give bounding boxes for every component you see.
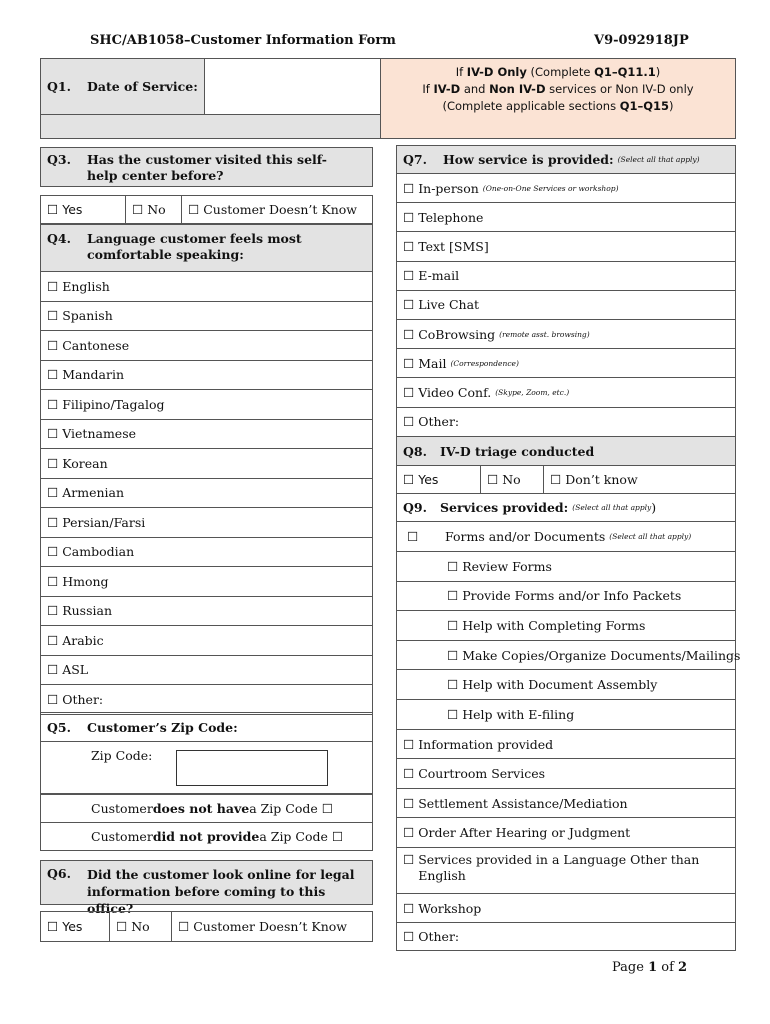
option-label: Mandarin	[62, 367, 124, 383]
checkbox-icon[interactable]: ☐	[447, 706, 459, 722]
q7-option-6[interactable]	[396, 348, 736, 378]
checkbox-icon[interactable]: ☐	[47, 544, 59, 560]
checkbox-icon[interactable]: ☐	[47, 426, 59, 442]
q5-label: Customer’s Zip Code:	[87, 719, 238, 735]
option-label: Hmong	[62, 573, 109, 589]
date-of-service-field[interactable]	[204, 58, 381, 115]
q1-label: Date of Service:	[87, 79, 198, 94]
option-label: Live Chat	[418, 297, 480, 313]
checkbox-icon[interactable]: ☐	[447, 647, 459, 663]
q9-forms-sub-option-3[interactable]	[396, 640, 741, 671]
q3-yes-checkbox[interactable]: ☐ Yes	[40, 195, 126, 224]
option-note: (Skype, Zoom, etc.)	[495, 387, 570, 397]
checkbox-icon[interactable]: ☐	[47, 603, 59, 619]
checkbox-icon[interactable]: ☐	[447, 677, 459, 693]
option-label: Review Forms	[462, 558, 552, 574]
checkbox-icon[interactable]: ☐	[403, 238, 415, 254]
option-label: Cantonese	[62, 337, 130, 353]
option-label: Help with E-filing	[462, 706, 575, 722]
q4-number: Q4.	[47, 231, 71, 246]
checkbox-icon[interactable]: ☐	[403, 852, 415, 867]
q6-number: Q6.	[47, 866, 71, 881]
option-label: Other:	[418, 929, 460, 944]
q9-forms-sub-option-4[interactable]	[396, 669, 736, 700]
checkbox-icon[interactable]: ☐	[403, 736, 415, 752]
option-label: Workshop	[418, 900, 482, 916]
option-note: (Correspondence)	[450, 358, 519, 368]
checkbox-icon[interactable]: ☐	[47, 278, 59, 294]
option-label: Filipino/Tagalog	[62, 396, 165, 412]
q7-number: Q7.	[403, 152, 427, 167]
q5-header	[40, 712, 373, 742]
forms-label: Forms and/or Documents	[445, 529, 606, 544]
form-title: SHC/AB1058–Customer Information Form	[90, 33, 396, 48]
q6-no-checkbox[interactable]: ☐ No	[109, 911, 172, 942]
checkbox-icon[interactable]: ☐	[403, 297, 415, 313]
q9-forms-sub-option-1[interactable]	[396, 581, 736, 612]
checkbox-icon[interactable]: ☐	[47, 632, 59, 648]
q7-option-5[interactable]	[396, 319, 736, 349]
checkbox-icon[interactable]: ☐	[47, 573, 59, 589]
q9-option-6[interactable]	[396, 922, 736, 951]
checkbox-icon[interactable]: ☐	[47, 691, 59, 707]
checkbox-icon[interactable]: ☐	[403, 929, 415, 944]
q6-header	[40, 860, 373, 916]
checkbox-icon[interactable]: ☐	[403, 180, 415, 196]
q3-header	[40, 147, 373, 187]
q4-option-2[interactable]	[40, 330, 373, 361]
q9-option-5[interactable]	[396, 893, 736, 923]
instruction-line-2: If IV-D and Non IV-D services or Non IV-D only	[422, 82, 694, 96]
q9-option-4[interactable]	[396, 847, 736, 894]
q8-no-checkbox[interactable]: ☐ No	[480, 465, 544, 494]
no-zip-checkbox[interactable]: ☐	[321, 801, 333, 816]
q9-forms-sub-option-5[interactable]	[396, 699, 736, 730]
q6-label: Did the customer look online for legal information before coming to this office?	[87, 867, 355, 916]
checkbox-icon[interactable]: ☐	[447, 588, 459, 604]
option-label: Armenian	[62, 485, 125, 501]
q5-not-provided-row[interactable]: Customer did not provide a Zip Code ☐	[40, 822, 373, 851]
option-label: Video Conf.	[418, 384, 492, 400]
q6-yes-checkbox[interactable]: ☐ Yes	[40, 911, 110, 942]
checkbox-icon[interactable]: ☐	[403, 900, 415, 916]
option-label: Telephone	[418, 209, 484, 225]
option-label: Korean	[62, 455, 108, 471]
q9-option-2[interactable]	[396, 788, 736, 818]
form-version: V9-092918JP	[594, 33, 689, 48]
checkbox-icon[interactable]: ☐	[47, 337, 59, 353]
q6-doesnt-know-checkbox[interactable]: ☐ Customer Doesn’t Know	[171, 911, 373, 942]
q4-option-0[interactable]	[40, 271, 373, 302]
option-label: CoBrowsing	[418, 326, 496, 342]
instructions-box	[380, 58, 736, 139]
option-label: Vietnamese	[62, 426, 137, 442]
option-label: Information provided	[418, 736, 554, 752]
option-label: Help with Document Assembly	[462, 677, 658, 693]
checkbox-icon[interactable]: ☐	[47, 662, 59, 678]
checkbox-icon[interactable]: ☐	[403, 209, 415, 225]
q5-number: Q5.	[47, 719, 71, 735]
forms-note: (Select all that apply)	[609, 532, 692, 541]
q7-option-1[interactable]	[396, 202, 736, 232]
q9-forms-row[interactable]	[396, 521, 736, 552]
checkbox-icon[interactable]: ☐	[403, 795, 415, 811]
q8-yes-checkbox[interactable]: ☐ Yes	[396, 465, 481, 494]
option-label: English	[62, 278, 110, 294]
checkbox-icon[interactable]: ☐	[403, 825, 415, 840]
option-label: Arabic	[62, 632, 104, 648]
instruction-line-3: (Complete applicable sections Q1–Q15)	[442, 99, 674, 113]
checkbox-icon[interactable]: ☐	[403, 355, 415, 371]
q9-forms-sub-option-2[interactable]	[396, 610, 736, 641]
q9-number: Q9.	[403, 500, 427, 515]
option-label: Mail	[418, 355, 447, 371]
q8-number: Q8.	[403, 443, 427, 459]
q5-no-zip-row[interactable]: Customer does not have a Zip Code ☐	[40, 794, 373, 823]
checkbox-icon[interactable]: ☐	[447, 558, 459, 574]
option-label: ASL	[62, 662, 89, 678]
q7-label: How service is provided:	[443, 152, 614, 167]
zip-code-input[interactable]	[176, 750, 328, 786]
q1-blank-row	[40, 114, 381, 139]
page-number: Page 1 of 2	[612, 960, 688, 975]
q1-number: Q1.	[47, 79, 71, 94]
q4-option-5[interactable]	[40, 419, 373, 450]
option-label: In-person	[418, 180, 479, 196]
q9-option-3[interactable]	[396, 817, 736, 848]
instruction-line-1: If IV-D Only (Complete Q1–Q11.1)	[455, 65, 661, 79]
option-label: Persian/Farsi	[62, 514, 146, 530]
q7-option-0[interactable]	[396, 173, 736, 203]
checkbox-icon[interactable]: ☐	[403, 766, 415, 781]
q8-dont-know-checkbox[interactable]: ☐ Don’t know	[543, 465, 736, 494]
option-label: Cambodian	[62, 544, 135, 560]
q4-option-3[interactable]	[40, 360, 373, 391]
option-label: Order After Hearing or Judgment	[418, 825, 631, 840]
q7-option-4[interactable]	[396, 290, 736, 320]
checkbox-icon[interactable]: ☐	[47, 455, 59, 471]
checkbox-icon[interactable]: ☐	[403, 414, 415, 430]
checkbox-icon[interactable]: ☐	[403, 384, 415, 400]
q3-no-checkbox[interactable]: ☐ No	[125, 195, 182, 224]
q3-label: Has the customer visited this self-help center before?	[87, 152, 327, 183]
q7-note: (Select all that apply)	[617, 155, 700, 164]
q4-option-11[interactable]	[40, 596, 373, 627]
forms-checkbox[interactable]: ☐	[407, 529, 419, 544]
option-note: (One-on-One Services or workshop)	[482, 183, 619, 193]
option-label: Make Copies/Organize Documents/Mailings	[462, 647, 741, 663]
q4-option-8[interactable]	[40, 507, 373, 538]
option-label: Other:	[62, 691, 104, 707]
q3-doesnt-know-checkbox[interactable]: ☐ Customer Doesn’t Know	[181, 195, 373, 224]
q8-header	[396, 436, 736, 466]
q4-option-10[interactable]	[40, 566, 373, 597]
checkbox-icon[interactable]: ☐	[447, 617, 459, 633]
q1-label-cell	[40, 58, 205, 115]
q9-note: (Select all that apply	[572, 503, 652, 512]
q4-option-6[interactable]	[40, 448, 373, 479]
option-label: Spanish	[62, 308, 113, 324]
q4-option-7[interactable]	[40, 478, 373, 509]
q7-option-7[interactable]	[396, 377, 736, 407]
q4-header	[40, 224, 373, 272]
not-provided-checkbox[interactable]: ☐	[331, 829, 344, 844]
q9-forms-sub-option-0[interactable]	[396, 551, 736, 582]
q4-option-1[interactable]	[40, 301, 373, 332]
q4-label: Language customer feels most comfortable speaking:	[87, 231, 302, 262]
checkbox-icon[interactable]: ☐	[47, 367, 59, 383]
option-label: E-mail	[418, 268, 460, 284]
checkbox-icon[interactable]: ☐	[403, 268, 415, 284]
option-label: Other:	[418, 414, 460, 430]
checkbox-icon[interactable]: ☐	[47, 485, 59, 501]
q9-label: Services provided:	[440, 500, 569, 515]
option-label: Settlement Assistance/Mediation	[418, 795, 628, 811]
checkbox-icon[interactable]: ☐	[403, 326, 415, 342]
q4-option-14[interactable]	[40, 684, 373, 715]
q9-option-1[interactable]	[396, 758, 736, 789]
q7-option-8[interactable]	[396, 407, 736, 437]
option-label: Help with Completing Forms	[462, 617, 646, 633]
q7-option-2[interactable]	[396, 231, 736, 261]
q4-option-13[interactable]	[40, 655, 373, 686]
option-note: (remote asst. browsing)	[499, 329, 590, 339]
zip-code-label: Zip Code:	[91, 748, 153, 763]
checkbox-icon[interactable]: ☐	[47, 396, 59, 412]
checkbox-icon[interactable]: ☐	[47, 514, 59, 530]
option-label: Text [SMS]	[418, 238, 489, 254]
q7-header	[396, 145, 736, 174]
option-label: Russian	[62, 603, 113, 619]
option-label: Provide Forms and/or Info Packets	[462, 588, 682, 604]
q3-number: Q3.	[47, 152, 71, 167]
q8-label: IV-D triage conducted	[440, 443, 595, 459]
q7-option-3[interactable]	[396, 261, 736, 291]
q4-option-12[interactable]	[40, 625, 373, 656]
checkbox-icon[interactable]: ☐	[47, 308, 59, 324]
q4-option-4[interactable]	[40, 389, 373, 420]
option-label: Services provided in a Language Other than English	[418, 852, 700, 883]
q9-header: Q9. Services provided: (Select all that apply )	[396, 493, 736, 522]
q4-option-9[interactable]	[40, 537, 373, 568]
option-label: Courtroom Services	[418, 766, 546, 781]
q9-option-0[interactable]	[396, 729, 736, 759]
